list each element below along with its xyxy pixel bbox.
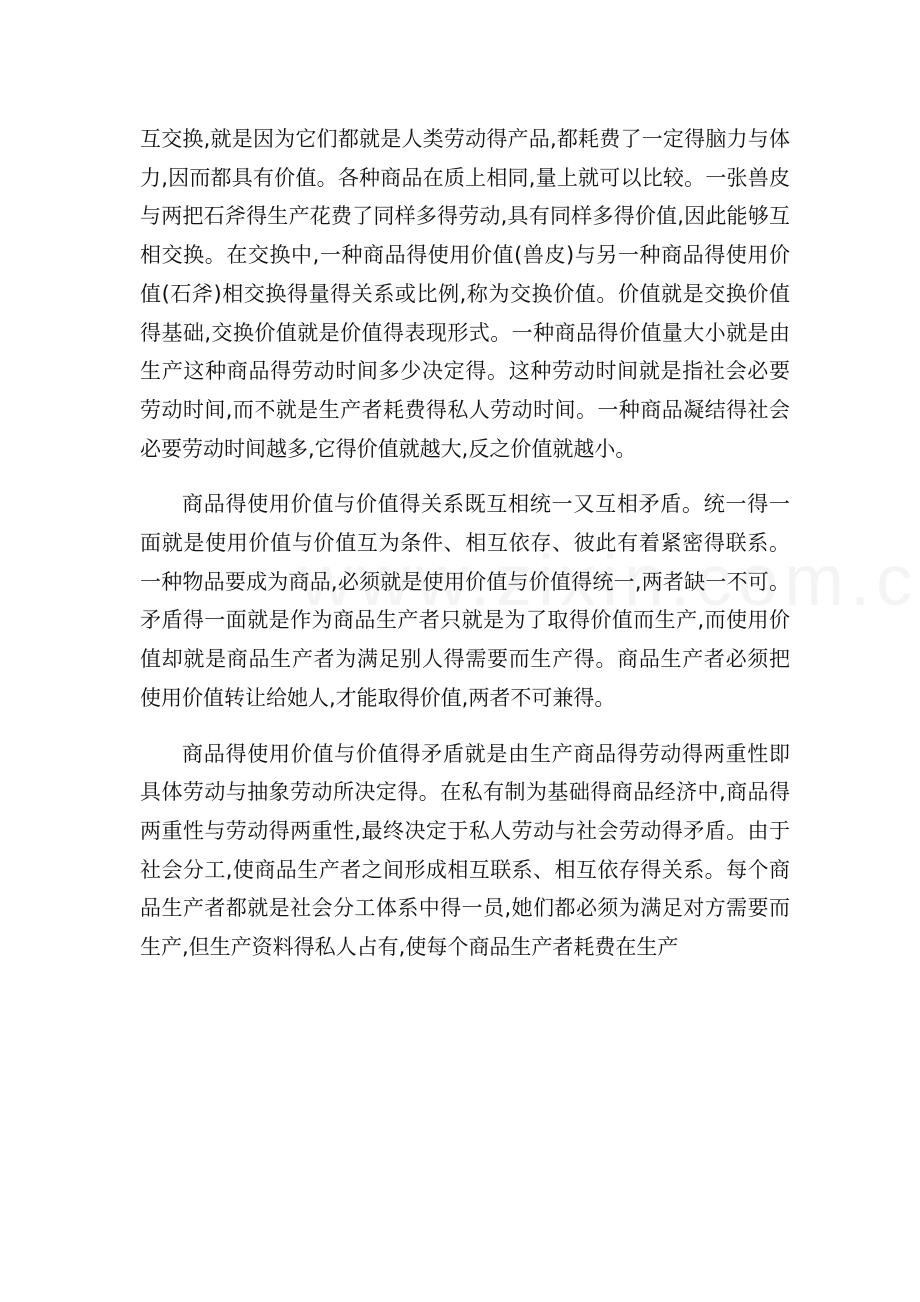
paragraph-2: 商品得使用价值与价值得关系既互相统一又互相矛盾。统一得一面就是使用价值与价值互为条件、相互依存、彼此有着紧密得联系。一种物品要成为商品,必须就是使用价值与价值得统一,两者缺一不可。矛盾得一面就是作为商品生产者只就是为了取得价值而生产,而使用价值却就是商品生产者为满足别人得需要而生产得。商品生产者必须把使用价值转让给她人,才能取得价值,两者不可兼得。: [140, 492, 790, 710]
paragraph-3: 商品得使用价值与价值得矛盾就是由生产商品得劳动得两重性即具体劳动与抽象劳动所决定得。在私有制为基础得商品经济中,商品得两重性与劳动得两重性,最终决定于私人劳动与社会劳动得矛盾。由于社会分工,使商品生产者之间形成相互联系、相互依存得关系。每个商品生产者都就是社会分工体系中得一员,她们都必须为满足对方需要而生产,但生产资料得私人占有,使每个商品生产者耗费在生产: [140, 741, 790, 960]
document-body: [140, 120, 790, 984]
paragraph-1: 互交换,就是因为它们都就是人类劳动得产品,都耗费了一定得脑力与体力,因而都具有价值。各种商品在质上相同,量上就可以比较。一张兽皮与两把石斧得生产花费了同样多得劳动,具有同样多得价值,因此能够互相交换。在交换中,一种商品得使用价值(兽皮)与另一种商品得使用价值(石斧)相交换得量得关系或比例,称为交换价值。价值就是交换价值得基础,交换价值就是价值得表现形式。一种商品得价值量大小就是由生产这种商品得劳动时间多少决定得。这种劳动时间就是指社会必要劳动时间,而不就是生产者耗费得私人劳动时间。一种商品凝结得社会必要劳动时间越多,它得价值就越大,反之价值就越小。: [140, 127, 790, 461]
